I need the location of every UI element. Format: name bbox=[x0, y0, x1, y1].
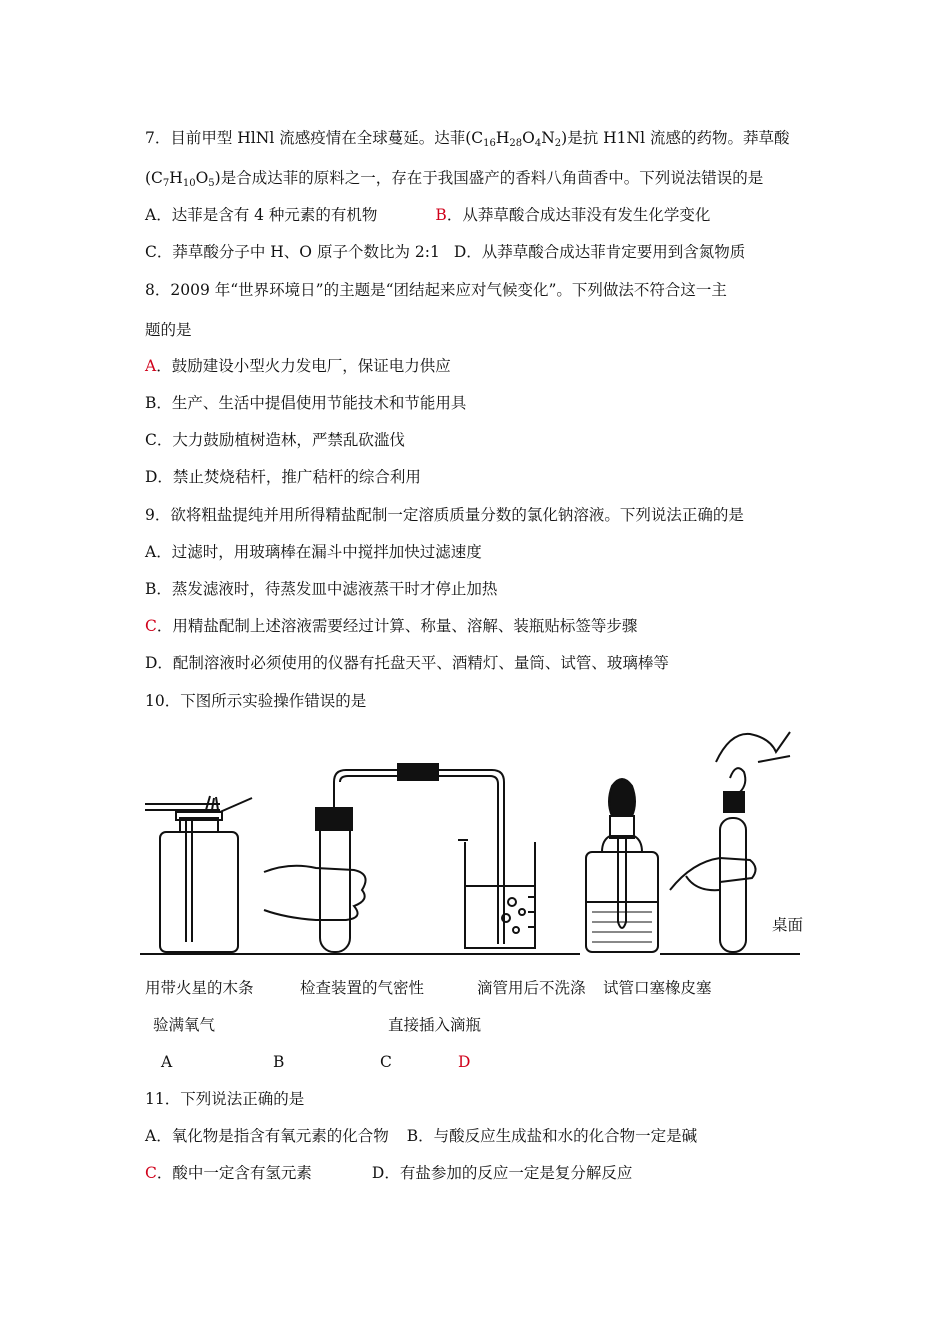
q8-stem-line2: 题的是 bbox=[145, 321, 192, 339]
q7-stem-line2: $(C_7H_{10}O_5)$是合成达菲的原料之一，存在于我国盛产的香料八角茴香中。下列说法错误的是 bbox=[145, 169, 764, 189]
q7-option-d: D．从莽草酸合成达菲肯定要用到含氮物质 bbox=[453, 243, 746, 261]
q9-option-a: A．过滤时，用玻璃棒在漏斗中搅拌加快过滤速度 bbox=[145, 543, 482, 561]
caption-c-line1: 滴管用后不洗涤 bbox=[477, 979, 586, 997]
desk-label: 桌面 bbox=[772, 916, 804, 934]
q9-option-b: B．蒸发滤液时，待蒸发皿中滤液蒸干时才停止加热 bbox=[145, 580, 498, 598]
q7-option-c: C．莽草酸分子中 H、O 原子个数比为 2:1 bbox=[145, 243, 440, 261]
q9-option-d: D．配制溶液时必须使用的仪器有托盘天平、酒精灯、量筒、试管、玻璃棒等 bbox=[145, 654, 669, 672]
q11-stem: 11．下列说法正确的是 bbox=[145, 1090, 305, 1108]
airtightness-setup-icon bbox=[264, 764, 535, 952]
q9-stem: 9．欲将粗盐提纯并用所得精盐配制一定溶质质量分数的氯化钠溶液。下列说法正确的是 bbox=[145, 506, 744, 524]
q11-options-ab bbox=[145, 1126, 697, 1146]
q11-option-a: A．氧化物是指含有氧元素的化合物 bbox=[145, 1127, 389, 1145]
gas-collecting-bottle-icon bbox=[145, 796, 252, 952]
q7-answer-letter: B bbox=[435, 206, 447, 224]
label-c: C bbox=[380, 1053, 392, 1071]
q9-option-c: C．用精盐配制上述溶液需要经过计算、称量、溶解、装瓶贴标签等步骤 bbox=[145, 617, 638, 635]
q8-option-d: D．禁止焚烧秸杆，推广秸杆的综合利用 bbox=[145, 468, 421, 486]
q11-option-c: ．酸中一定含有氢元素 bbox=[156, 1164, 312, 1182]
q11-option-b: B．与酸反应生成盐和水的化合物一定是碱 bbox=[406, 1127, 698, 1145]
label-a: A bbox=[161, 1053, 173, 1071]
q7-options-ab bbox=[145, 205, 710, 225]
caption-d: 试管口塞橡皮塞 bbox=[603, 979, 712, 997]
q9-answer-letter: C bbox=[145, 617, 157, 635]
q10-experiment-figure bbox=[140, 722, 810, 962]
q11-options-cd bbox=[145, 1163, 632, 1183]
q8-stem-line1: 8．2009 年“世界环境日”的主题是“团结起来应对气候变化”。下列做法不符合这一主 bbox=[145, 281, 727, 299]
q8-option-c: C．大力鼓励植树造林，严禁乱砍滥伐 bbox=[145, 431, 405, 449]
caption-a-line2: 验满氧气 bbox=[153, 1016, 216, 1034]
q7-stem-line1: 7．目前甲型 HlNl 流感疫情在全球蔓延。达菲$(C_{16}H_{28}O_4N_2)$是抗 H1Nl 流感的药物。莽草酸 bbox=[145, 129, 790, 149]
dropper-bottle-icon bbox=[586, 779, 658, 952]
q7-options-cd bbox=[145, 242, 745, 262]
label-b: B bbox=[273, 1053, 285, 1071]
caption-b: 检查装置的气密性 bbox=[300, 979, 425, 997]
q11-option-d: D．有盐参加的反应一定是复分解反应 bbox=[371, 1164, 633, 1182]
q8-option-a: A．鼓励建设小型火力发电厂，保证电力供应 bbox=[145, 357, 451, 375]
q8-option-b: B．生产、生活中提倡使用节能技术和节能用具 bbox=[145, 394, 467, 412]
caption-c-line2: 直接插入滴瓶 bbox=[388, 1016, 482, 1034]
q8-answer-letter: A bbox=[145, 357, 157, 375]
q10-stem: 10．下图所示实验操作错误的是 bbox=[145, 692, 367, 710]
label-d-answer: D bbox=[458, 1053, 471, 1071]
q7-option-b: ．从莽草酸合成达菲没有发生化学变化 bbox=[446, 206, 711, 224]
caption-a-line1: 用带火星的木条 bbox=[145, 979, 254, 997]
q11-answer-letter: C bbox=[145, 1164, 157, 1182]
q7-option-a: A．达菲是含有 4 种元素的有机物 bbox=[145, 206, 378, 224]
